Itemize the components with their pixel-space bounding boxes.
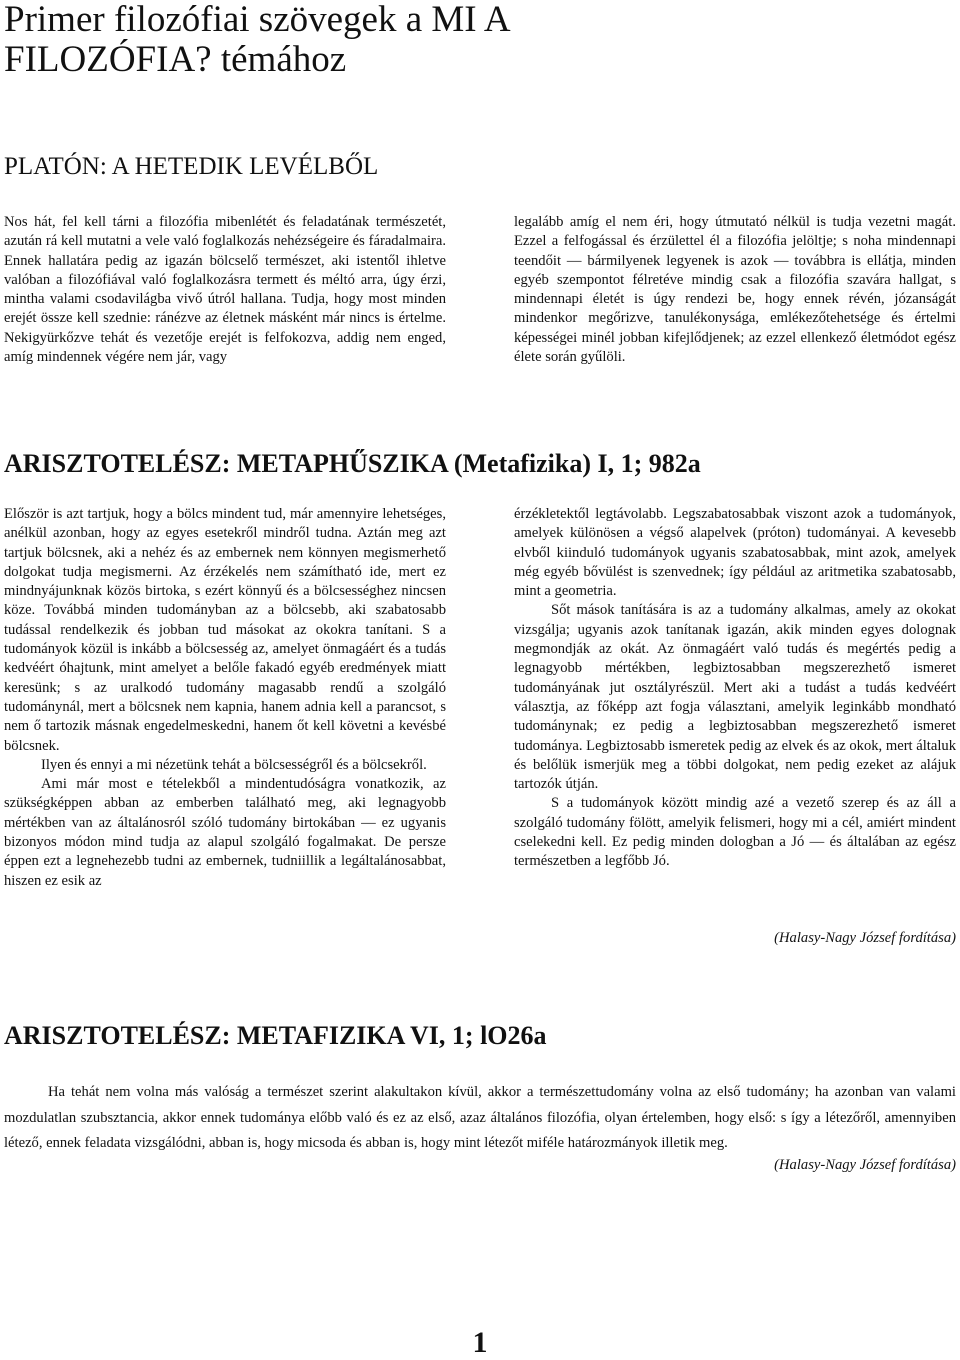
aristotle-left-paragraph-1: Először is azt tartjuk, hogy a bölcs mindent tud, már amennyire lehetséges, anélkül azonban, hogy az egyes esetekről mindről tudna. Aztán meg azt tartjuk bölcsnek, aki a nehéz és az embernek nem könnyen megismerhető dolgokat tudja megismerni. Az érzékelés nem számítható ide, mert ez mindnyájunknak közös birtoka, s ezért könnyű és a bölcsességhez nincsen köze. Továbbá minden tudományban az a bölcsebb, aki szabatosabb tudással rendelkezik és jobban tud másokat az okokra tanítani. S a tudományok közül is inkább a bölcsesség az, amelyet önmagáért és a tudás kedvéért óhajtunk, mint amelyet a belőle fakadó egyéb eredmények miatt keresünk; s az uralkodó tudomány magasabb rendű a szolgáló tudománynál, mert a bölcsnek nem kapnia, hanem adnia kell a parancsot, s nem ő tartozik másnak engedelmeskedni, hanem őt kell követni a kevésbé bölcsnek. <box>4 506 446 754</box>
aristotle-right-paragraph-1: érzékletektől legtávolabb. Legszabatosabbak viszont azok a tudományok, amelyek különösen a végső alapelvek (próton) tudományai. A kevesebb elvből kiinduló tudományok ugyanis szabatosabbak, mint azok, amelyek még egyéb bővülést is szenvednek; így például az aritmetika szabatosabb, mint a geometria. <box>514 506 956 600</box>
aristotle-left-paragraph-2: Ilyen és ennyi a mi nézetünk tehát a bölcsességről és a bölcsekről. <box>41 756 427 773</box>
aristotle-metaphysics-1-heading: ARISZTOTELÉSZ: METAPHŰSZIKA (Metafizika) I, 1; 982a <box>4 449 701 478</box>
document-title: Primer filozófiai szövegek a MI A FILOZÓFIA? témához <box>4 0 509 80</box>
plato-paragraph-left: Nos hát, fel kell tárni a filozófia mibenlétét és feladatának természetét, azután rá kell mutatni a vele való foglalkozás nehézségeire és fáradalmaira. Ennek hallatára pedig az igazán bölcselő természet, aki istentől ihletve valóban a filozófiával való foglalkozásra termett és méltó arra, úgy érzi, mintha valami csodavilágba vivő útról hallana. Tudja, hogy most minden erejét össze kell szednie: ránézve az életnek másként már nincs is értelme. Nekigyürkőzve tehát és vezetője erejét is felfokozva, addig nem enged, amíg mindennek végére nem jár, vagy <box>4 214 446 366</box>
page-number: 1 <box>472 1326 488 1359</box>
aristotle-metaphysics-6-heading: ARISZTOTELÉSZ: METAFIZIKA VI, 1; lO26a <box>4 1021 547 1050</box>
aristotle-metaphysics-6-text: Ha tehát nem volna más valóság a természet szerint alakultakon kívül, akkor a természettudomány volna az első tudomány; ha azonban van valami mozdulatlan szubsztancia, akkor ennek tudománya előbb való és ez az első, azaz általános filozófia, olyan értelemben, hogy első: s így a létezőről, amennyiben létező, ennek feladata vizsgálódni, abban is, hogy micsoda és abban is, hogy mint létezőt miféle határozmányok illetik meg. <box>4 1084 956 1152</box>
aristotle-right-paragraph-3: S a tudományok között mindig azé a vezető szerep és az áll a szolgáló tudomány fölött, amelyik felismeri, hogy mi a cél, amiért mindent cselekedni kell. Ez pedig minden dologban a Jó — és általában az egész természetben a legfőbb Jó. <box>514 795 956 870</box>
aristotle-left-paragraph-3: Ami már most e tételekből a mindentudóságra vonatkozik, az szükségképpen abban az emberben található meg, aki legnagyobb mértékben van az általánosról szóló tudomány birtokában — ez ugyanis bizonyos módon mind tudja az alapul szolgáló fogalmakat. De persze éppen ezt a legnehezebb tudni az embernek, tudniillik a legáltalánosabbat, hiszen ez esik az <box>4 776 446 889</box>
plato-left-column <box>4 213 446 367</box>
translator-credit-1: (Halasy-Nagy József fordítása) <box>774 930 956 946</box>
plato-heading: PLATÓN: A HETEDIK LEVÉLBŐL <box>4 153 379 180</box>
plato-paragraph-right: legalább amíg el nem éri, hogy útmutató nélkül is tudja vezetni magát. Ezzel a felfogással és érzülettel él a filozófia jelöltje; s noha mindennapi teendőit — bármilyenek legyenek is azok — továbbra is ellátja, minden egyéb szempontot félretéve mindig csak a filozófia szavára hallgat, s mindennapi életét is úgy rendezi be, hogy ennek révén, józanságát mindenkor megőrizve, tanulékonysága, emlékezőtehetsége és értelmi képességei minél jobban kifejlődjenek; az ezzel ellenkező életmódot egész élete során gyűlöli. <box>514 214 956 366</box>
translator-credit-2: (Halasy-Nagy József fordítása) <box>774 1157 956 1173</box>
plato-right-column <box>514 213 956 367</box>
aristotle-right-column <box>514 505 956 872</box>
aristotle-left-column <box>4 505 446 891</box>
aristotle-right-paragraph-2: Sőt mások tanítására is az a tudomány alkalmas, amely az okokat vizsgálja; ugyanis azok tanítanak igazán, akik minden egyes dolognak megmondják az okát. Az önmagáért való tudás és megértés pedig a legnagyobb mértékben, legbiztosabban megszerezhető ismeret tudományának jut osztályrészül. Mert aki a tudást a tudás kedvéért választja, az főképp azt fogja választani, amelyik leginkább mondható tudománynak; ez pedig a legbiztosabban megszerezhető ismeret tudománya. Legbiztosabb ismeretek pedig az elvek és az okok, mert általuk és belőlük ismerjük meg a többi dolgokat, nem pedig ezeket az alájuk tartozók útján. <box>514 602 956 793</box>
